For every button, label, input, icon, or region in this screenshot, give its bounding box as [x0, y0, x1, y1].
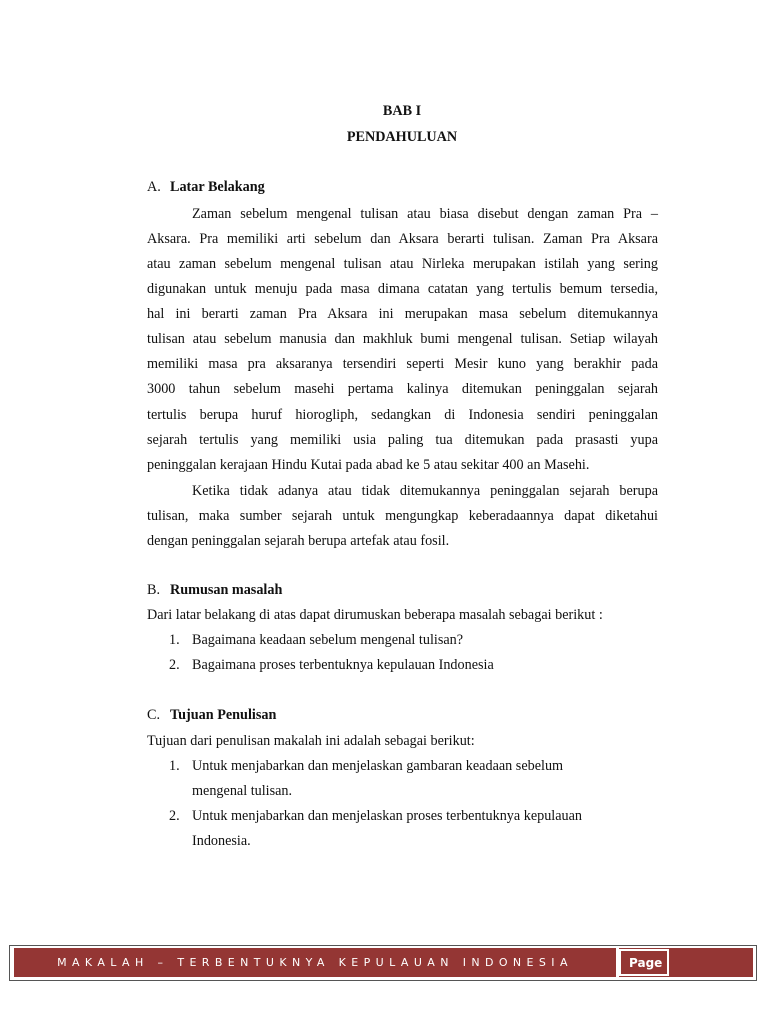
paragraph-line: Ketika tidak adanya atau tidak ditemukannya peninggalan sejarah berupa	[192, 483, 658, 499]
paragraph-line: hal ini berarti zaman Pra Aksara ini merupakan masa sebelum ditemukannya	[147, 306, 658, 322]
footer-page-box	[619, 948, 753, 995]
section-a-heading	[147, 178, 265, 196]
footer-title: MAKALAH – TERBENTUKNYA KEPULAUAN INDONESIA	[57, 956, 573, 969]
section-b-title: Rumusan masalah	[170, 582, 283, 598]
paragraph-line: tertulis berupa huruf hiorogliph, sedangkan di Indonesia sendiri peninggalan	[147, 407, 658, 423]
section-b-heading	[147, 581, 282, 599]
chapter-number: BAB I	[382, 103, 422, 119]
list-item	[169, 757, 563, 775]
list-item-number: 2.	[169, 657, 180, 673]
section-c-letter: C.	[147, 707, 161, 723]
section-b-intro: Dari latar belakang di atas dapat dirumuskan beberapa masalah sebagai berikut :	[147, 607, 603, 623]
list-item-number: 2.	[169, 808, 180, 824]
list-item	[169, 631, 463, 649]
page-number: Page 1	[619, 949, 669, 976]
section-a-letter: A.	[147, 179, 161, 195]
paragraph-line: Aksara. Pra memiliki arti sebelum dan Aksara berarti tulisan. Zaman Pra Aksara	[147, 231, 658, 247]
paragraph-line: digunakan untuk menuju pada masa dimana catatan yang tertulis bemum tersedia,	[147, 281, 658, 297]
list-item-number: 1.	[169, 632, 180, 648]
list-item	[169, 656, 494, 674]
list-item	[169, 807, 582, 825]
list-item-text: Bagaimana proses terbentuknya kepulauan Indonesia	[192, 657, 494, 673]
list-item-text: Bagaimana keadaan sebelum mengenal tulisan?	[192, 632, 464, 648]
paragraph-line: dengan peninggalan sejarah berupa artefak atau fosil.	[147, 533, 450, 549]
footer-title-bar	[14, 948, 616, 977]
section-b-letter: B.	[147, 582, 161, 598]
paragraph-line: Zaman sebelum mengenal tulisan atau biasa disebut dengan zaman Pra –	[192, 206, 658, 222]
section-a-title: Latar Belakang	[170, 179, 265, 195]
section-c-heading	[147, 706, 276, 724]
paragraph-line: atau zaman sebelum mengenal tulisan atau Nirleka merupakan istilah yang sering	[147, 256, 658, 272]
paragraph-line: sejarah tertulis yang memiliki usia paling tua ditemukan pada prasasti yupa	[147, 432, 658, 448]
paragraph-line: peninggalan kerajaan Hindu Kutai pada abad ke 5 atau sekitar 400 an Masehi.	[147, 457, 590, 473]
list-item-text: Untuk menjabarkan dan menjelaskan gambaran keadaan sebelum	[192, 758, 564, 774]
paragraph-line: memiliki masa pra aksaranya tersendiri seperti Mesir kuno yang berakhir pada	[147, 356, 658, 372]
list-item-continuation: Indonesia.	[192, 833, 251, 849]
paragraph-line: tulisan, maka sumber sejarah untuk mengungkap keberadaannya dapat diketahui	[147, 508, 658, 524]
paragraph-line: 3000 tahun sebelum masehi pertama kalinya ditemukan peninggalan sejarah	[147, 381, 658, 397]
list-item-text: Untuk menjabarkan dan menjelaskan proses terbentuknya kepulauan	[192, 808, 583, 824]
chapter-title: PENDAHULUAN	[346, 129, 458, 145]
section-c-title: Tujuan Penulisan	[170, 707, 277, 723]
list-item-continuation: mengenal tulisan.	[192, 783, 293, 799]
section-c-intro: Tujuan dari penulisan makalah ini adalah sebagai berikut:	[147, 733, 475, 749]
paragraph-line: tulisan atau sebelum manusia dan makhluk bumi mengenal tulisan. Setiap wilayah	[147, 331, 658, 347]
list-item-number: 1.	[169, 758, 180, 774]
